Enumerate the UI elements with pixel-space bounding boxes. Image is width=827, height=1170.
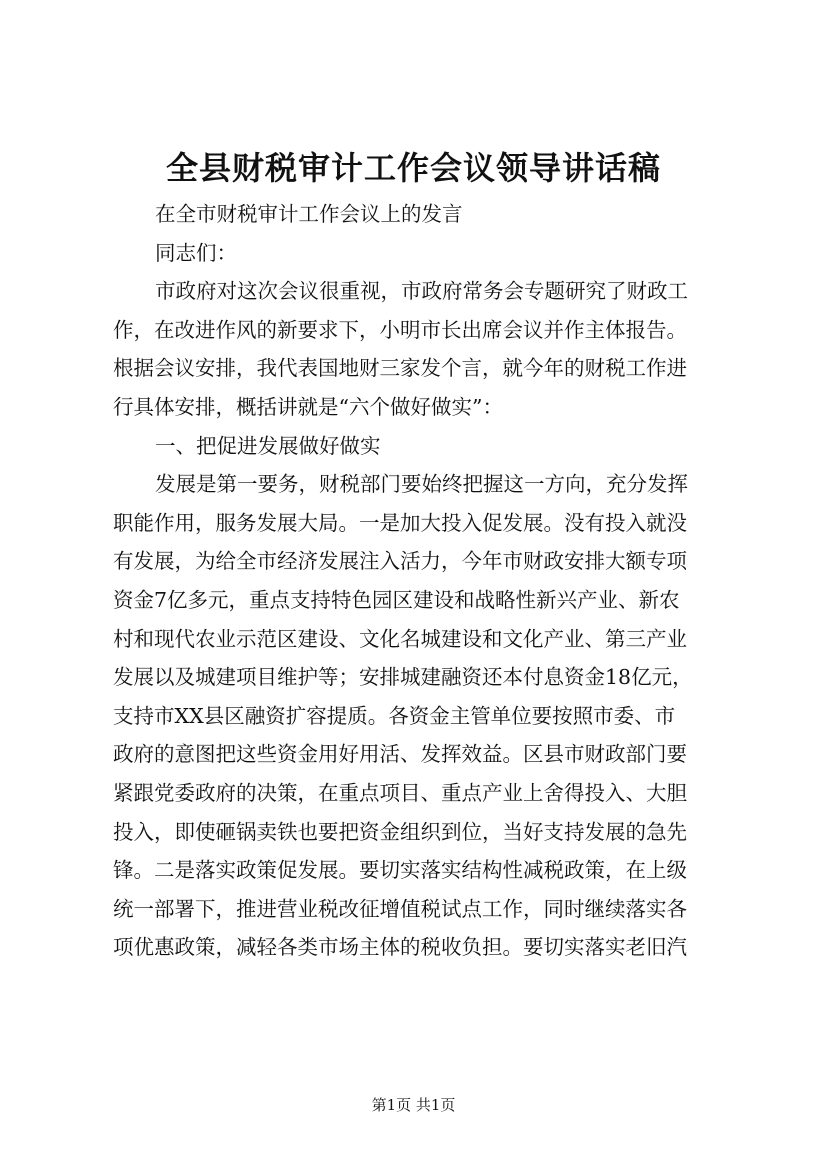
document-title: 全县财税审计工作会议领导讲话稿 — [165, 149, 661, 187]
body-line: 发展以及城建项目维护等；安排城建融资还本付息资金18亿元， — [113, 665, 693, 690]
body-line: 同志们： — [155, 240, 237, 265]
body-line: 职能作用，服务发展大局。一是加大投入促发展。没有投入就没 — [113, 510, 687, 535]
body-line: 紧跟党委政府的决策，在重点项目、重点产业上舍得投入、大胆 — [113, 780, 687, 805]
body-line: 统一部署下，推进营业税改征增值税试点工作，同时继续落实各 — [113, 896, 687, 921]
body-line: 根据会议安排，我代表国地财三家发个言，就今年的财税工作进 — [113, 356, 687, 381]
body-line: 投入，即使砸锅卖铁也要把资金组织到位，当好支持发展的急先 — [113, 819, 687, 844]
body-line: 在全市财税审计工作会议上的发言 — [155, 202, 463, 226]
body-line: 政府的意图把这些资金用好用活、发挥效益。区县市财政部门要 — [113, 742, 687, 767]
body-line: 发展是第一要务，财税部门要始终把握这一方向，充分发挥 — [155, 472, 688, 497]
body-line: 作，在改进作风的新要求下，小明市长出席会议并作主体报告。 — [113, 317, 687, 342]
page-footer: 第1页 共1页 — [371, 1096, 456, 1114]
body-line: 行具体安排，概括讲就是“六个做好做实”： — [113, 394, 503, 419]
body-line: 资金7亿多元，重点支持特色园区建设和战略性新兴产业、新农 — [113, 587, 680, 612]
body-line: 有发展，为给全市经济发展注入活力，今年市财政安排大额专项 — [113, 549, 687, 574]
body-line: 一、把促进发展做好做实 — [155, 433, 381, 458]
body-line: 市政府对这次会议很重视，市政府常务会专题研究了财政工 — [155, 279, 688, 304]
body-line: 村和现代农业示范区建设、文化名城建设和文化产业、第三产业 — [113, 626, 687, 651]
body-line: 项优惠政策，减轻各类市场主体的税收负担。要切实落实老旧汽 — [113, 935, 687, 960]
document-body — [113, 195, 753, 967]
body-line: 支持市XX县区融资扩容提质。各资金主管单位要按照市委、市 — [113, 703, 676, 728]
body-line: 锋。二是落实政策促发展。要切实落实结构性减税政策，在上级 — [113, 858, 687, 883]
